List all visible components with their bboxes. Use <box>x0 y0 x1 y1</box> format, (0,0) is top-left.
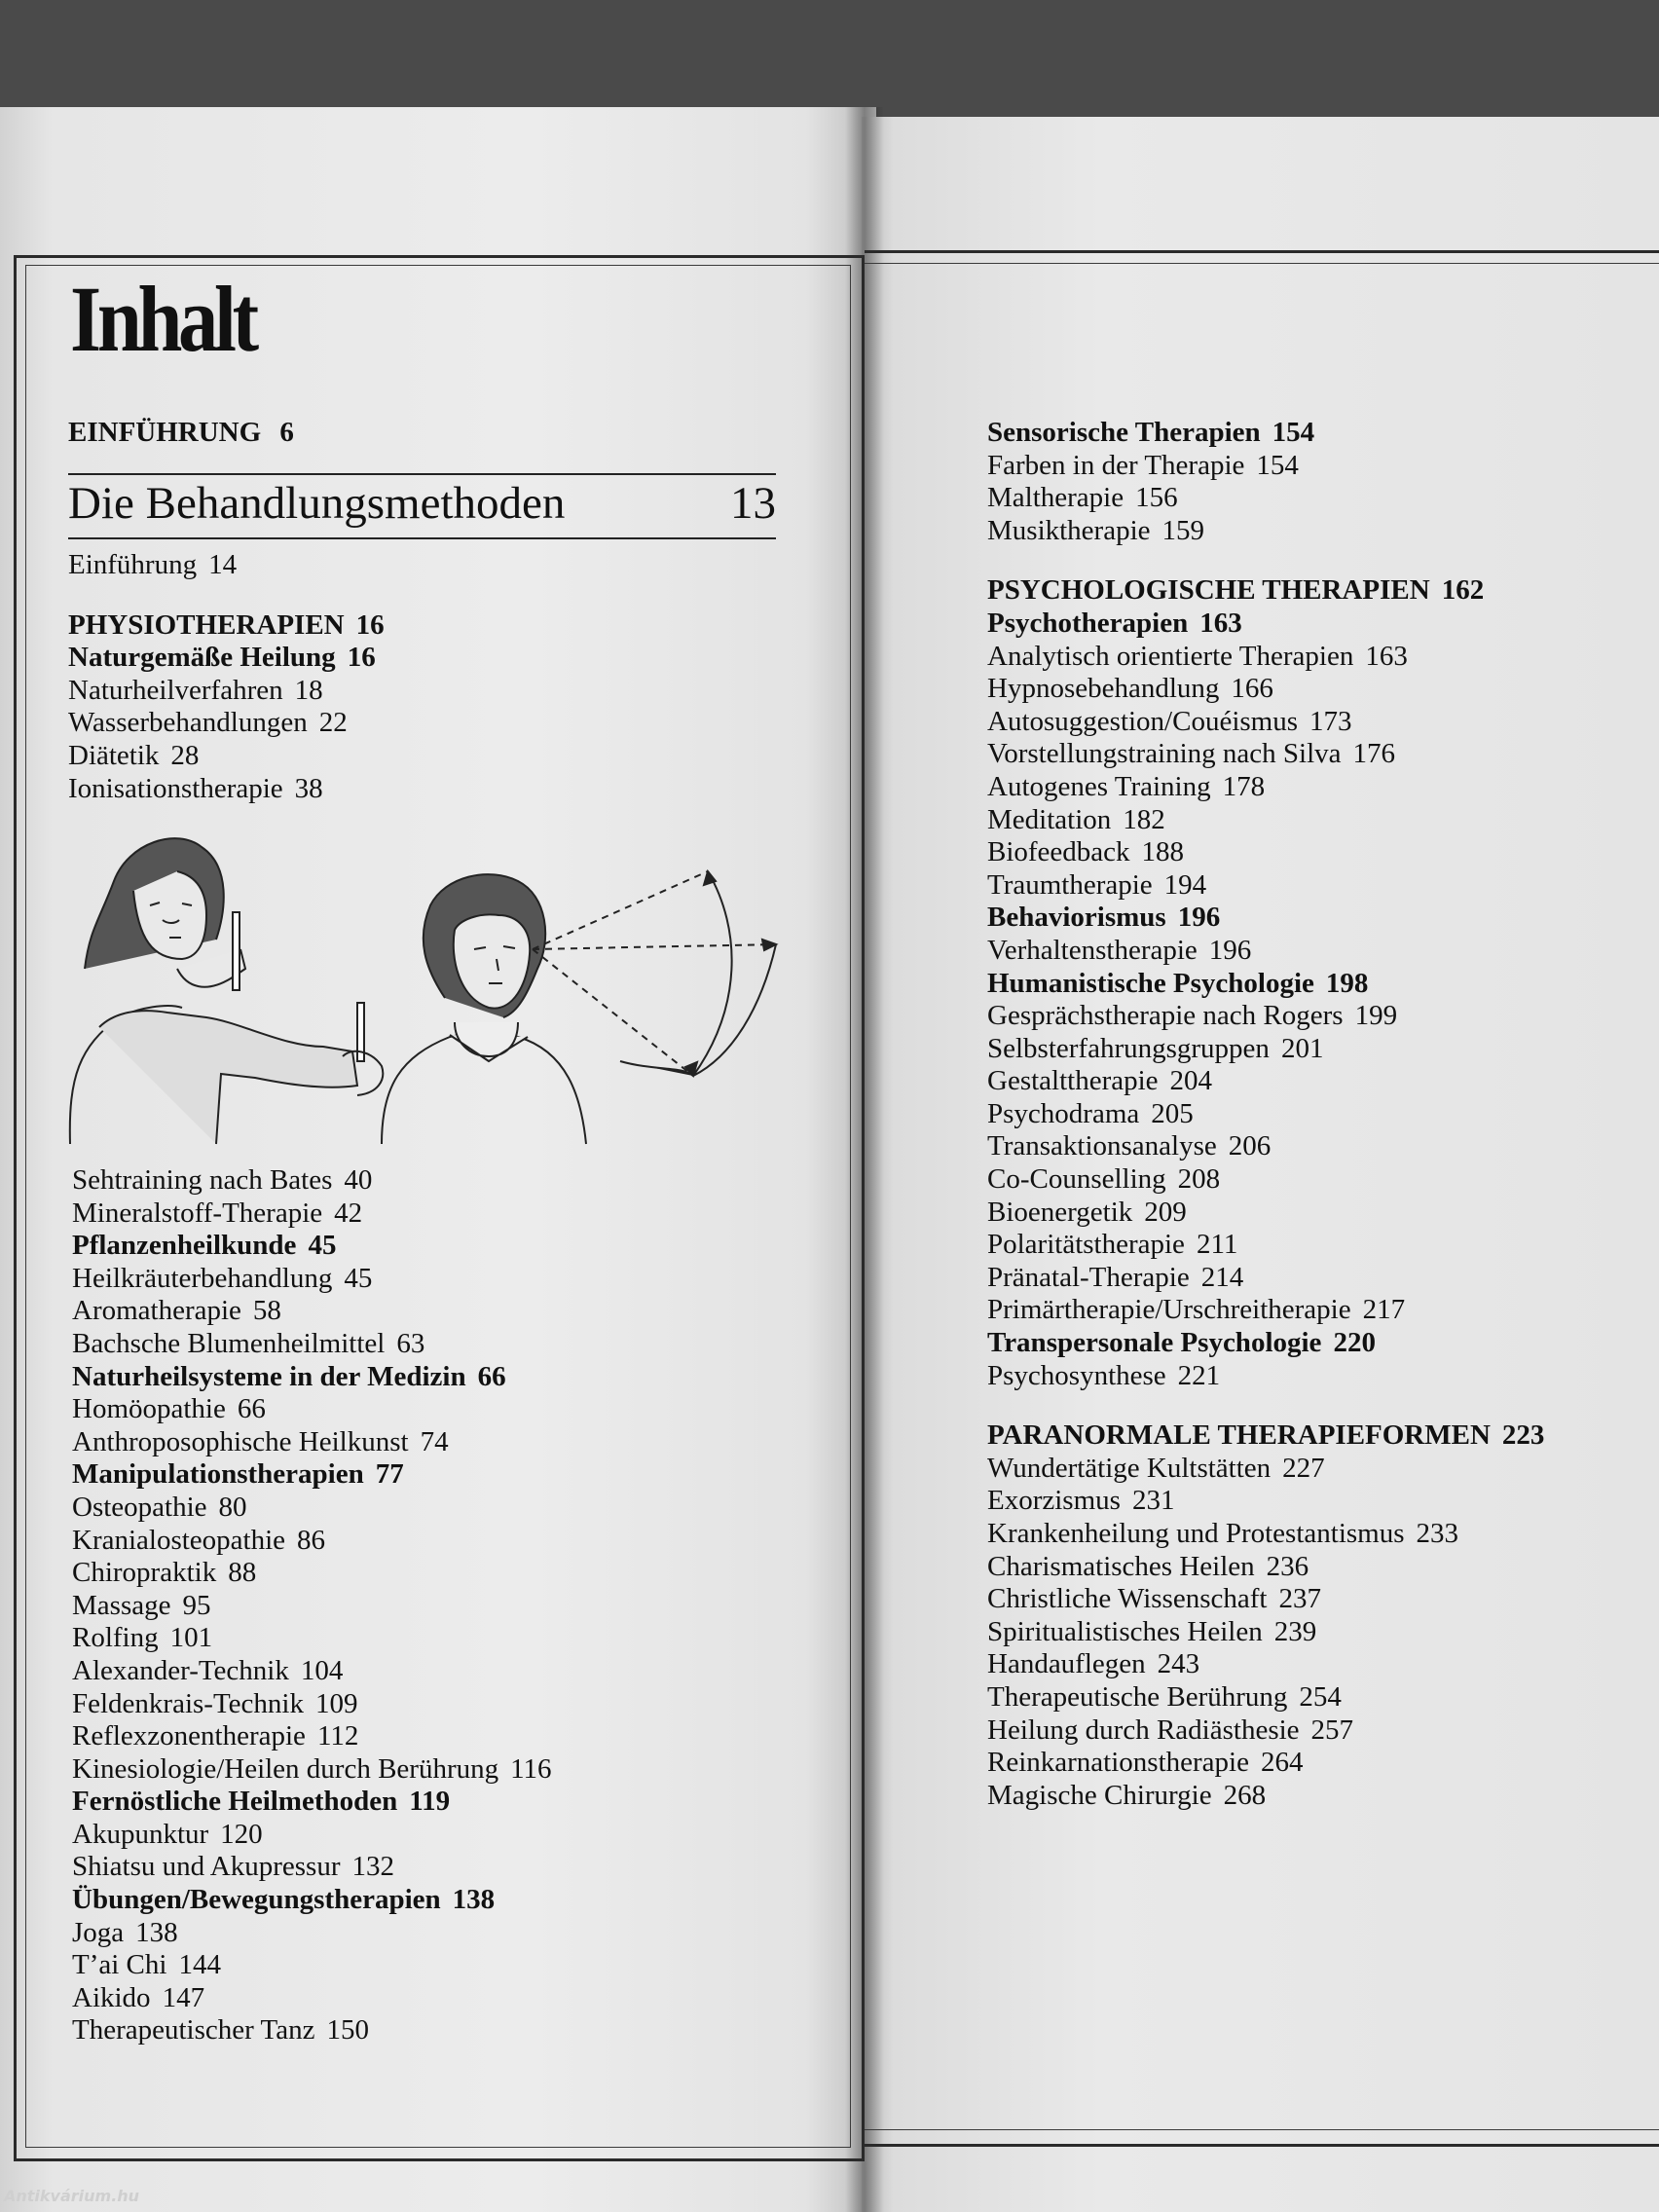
toc-entry-label: Bioenergetik <box>987 1196 1133 1228</box>
toc-entry-label: Behaviorismus <box>987 902 1166 934</box>
toc-list-left-top <box>68 549 385 805</box>
toc-entry-label: Sensorische Therapien <box>987 417 1261 448</box>
toc-entry-label: Wundertätige Kultstätten <box>987 1452 1272 1484</box>
toc-entry <box>987 1327 1544 1360</box>
toc-entry-label: Mineralstoff-Therapie <box>72 1197 323 1229</box>
toc-entry-label: Exorzismus <box>987 1485 1121 1517</box>
toc-entry <box>68 675 385 708</box>
toc-entry-page: 22 <box>318 707 348 739</box>
toc-entry-page: 231 <box>1131 1485 1175 1517</box>
intro-entry <box>68 417 294 449</box>
toc-entry-label: Psychotherapien <box>987 607 1189 639</box>
toc-entry-label: PHYSIOTHERAPIEN <box>68 608 345 641</box>
toc-entry-label: Maltherapie <box>987 482 1124 514</box>
toc-entry-page: 223 <box>1501 1419 1545 1452</box>
toc-entry <box>72 1851 552 1884</box>
toc-entry <box>68 773 385 806</box>
toc-entry-page: 144 <box>178 1949 221 1981</box>
toc-entry-page: 95 <box>182 1589 211 1621</box>
toc-entry-page: 176 <box>1352 738 1396 770</box>
toc-entry <box>987 869 1544 903</box>
toc-entry-label: Rolfing <box>72 1622 159 1654</box>
toc-entry <box>987 968 1544 1001</box>
toc-entry-page: 156 <box>1135 482 1178 514</box>
toc-entry-page: 86 <box>297 1524 326 1556</box>
toc-entry-label: Pränatal-Therapie <box>987 1261 1190 1293</box>
toc-entry <box>987 1098 1544 1131</box>
toc-entry-page: 116 <box>510 1752 552 1785</box>
toc-entry-page: 66 <box>477 1360 506 1392</box>
list-gap <box>987 1392 1544 1419</box>
toc-entry-label: Psychodrama <box>987 1097 1140 1129</box>
toc-entry-page: 101 <box>169 1622 213 1654</box>
toc-entry-label: Einführung <box>68 549 198 580</box>
toc-entry-label: Co-Counselling <box>987 1163 1166 1196</box>
toc-entry <box>72 1590 552 1623</box>
toc-entry <box>987 1648 1544 1681</box>
toc-entry <box>68 740 385 773</box>
toc-entry <box>987 1229 1544 1262</box>
watermark: Antikvárium.hu <box>4 2187 140 2205</box>
toc-entry <box>987 1485 1544 1518</box>
toc-entry-label: Musiktherapie <box>987 514 1151 546</box>
toc-entry <box>987 1453 1544 1486</box>
toc-entry-label: PSYCHOLOGISCHE THERAPIEN <box>987 574 1430 607</box>
toc-entry-label: Naturheilverfahren <box>68 674 283 706</box>
toc-entry <box>72 1622 552 1655</box>
toc-entry-label: Massage <box>72 1589 171 1621</box>
eye-exercise-illustration <box>60 823 800 1149</box>
toc-entry-label: Transpersonale Psychologie <box>987 1327 1322 1359</box>
toc-entry-label: Spiritualistisches Heilen <box>987 1615 1263 1647</box>
toc-entry-page: 173 <box>1309 705 1352 737</box>
toc-entry <box>987 836 1544 869</box>
toc-entry-label: Autosuggestion/Couéismus <box>987 705 1299 737</box>
toc-entry-page: 264 <box>1260 1747 1304 1779</box>
toc-entry <box>987 1130 1544 1163</box>
toc-entry-page: 211 <box>1196 1229 1238 1261</box>
toc-entry-page: 109 <box>314 1687 358 1719</box>
toc-entry-page: 63 <box>396 1327 425 1359</box>
toc-entry-page: 198 <box>1325 967 1369 999</box>
toc-entry-label: Aromatherapie <box>72 1295 241 1327</box>
toc-entry-page: 257 <box>1310 1714 1354 1746</box>
toc-entry-page: 120 <box>220 1818 263 1850</box>
toc-entry-page: 209 <box>1144 1196 1187 1228</box>
toc-entry <box>987 1033 1544 1066</box>
toc-entry-page: 147 <box>162 1981 205 2013</box>
toc-entry-label: Gestalttherapie <box>987 1065 1159 1097</box>
toc-entry <box>987 574 1544 608</box>
toc-entry-page: 40 <box>344 1164 373 1196</box>
toc-entry-page: 199 <box>1354 1000 1398 1032</box>
toc-entry <box>72 1230 552 1263</box>
toc-entry-page: 233 <box>1416 1518 1459 1549</box>
toc-entry-page: 154 <box>1272 417 1315 448</box>
toc-entry-label: Meditation <box>987 803 1112 835</box>
toc-entry <box>987 1583 1544 1616</box>
section-label: Die Behandlungsmethoden <box>68 478 566 529</box>
toc-entry-page: 138 <box>452 1884 496 1916</box>
toc-entry-label: Polaritätstherapie <box>987 1229 1185 1261</box>
toc-entry-label: Traumtherapie <box>987 868 1153 901</box>
toc-entry <box>987 417 1544 450</box>
toc-entry <box>987 1262 1544 1295</box>
toc-entry-page: 268 <box>1223 1779 1267 1811</box>
toc-entry-page: 74 <box>420 1425 449 1457</box>
toc-entry-label: Bachsche Blumenheilmittel <box>72 1327 386 1359</box>
toc-entry-label: Biofeedback <box>987 836 1130 868</box>
toc-entry <box>72 1393 552 1426</box>
toc-entry <box>987 1360 1544 1393</box>
toc-entry <box>987 1000 1544 1033</box>
toc-entry-page: 196 <box>1208 934 1252 966</box>
toc-entry <box>987 1780 1544 1813</box>
toc-entry-page: 205 <box>1151 1097 1194 1129</box>
toc-entry-page: 254 <box>1299 1680 1342 1713</box>
toc-entry-label: Reinkarnationstherapie <box>987 1747 1249 1779</box>
toc-entry-page: 154 <box>1256 449 1299 481</box>
toc-entry-page: 45 <box>344 1262 373 1294</box>
toc-entry <box>987 1065 1544 1098</box>
toc-entry-label: Übungen/Bewegungstherapien <box>72 1884 441 1916</box>
toc-entry-page: 66 <box>237 1393 266 1425</box>
toc-entry-label: Diätetik <box>68 739 160 771</box>
toc-entry-page: 196 <box>1177 902 1221 934</box>
toc-entry-label: Christliche Wissenschaft <box>987 1583 1268 1615</box>
toc-entry-label: Naturheilsysteme in der Medizin <box>72 1360 466 1392</box>
toc-entry-page: 182 <box>1123 803 1165 835</box>
toc-entry-label: Farben in der Therapie <box>987 449 1245 481</box>
toc-entry <box>72 1949 552 1982</box>
toc-entry-label: Anthroposophische Heilkunst <box>72 1425 409 1457</box>
toc-entry-label: Feldenkrais-Technik <box>72 1687 304 1719</box>
toc-entry-page: 243 <box>1157 1648 1200 1680</box>
toc-entry <box>68 549 385 582</box>
toc-entry-label: Joga <box>72 1916 125 1948</box>
toc-entry-label: Psychosynthese <box>987 1359 1166 1391</box>
toc-entry-label: Sehtraining nach Bates <box>72 1164 333 1196</box>
toc-entry-page: 150 <box>326 2014 369 2046</box>
toc-entry-label: Pflanzenheilkunde <box>72 1230 297 1262</box>
toc-entry-label: Verhaltenstherapie <box>987 934 1198 966</box>
toc-entry <box>72 1557 552 1590</box>
toc-entry-page: 217 <box>1362 1294 1406 1326</box>
toc-entry-label: T’ai Chi <box>72 1949 167 1981</box>
toc-entry-page: 206 <box>1228 1130 1272 1162</box>
toc-entry-label: Handauflegen <box>987 1648 1146 1680</box>
toc-entry-label: PARANORMALE THERAPIEFORMEN <box>987 1419 1491 1452</box>
toc-entry <box>987 1616 1544 1649</box>
toc-entry <box>72 1525 552 1558</box>
section-rule-top <box>68 473 776 475</box>
toc-entry <box>72 1982 552 2015</box>
toc-entry-label: Alexander-Technik <box>72 1654 289 1686</box>
toc-entry <box>987 771 1544 804</box>
toc-entry-label: Kinesiologie/Heilen durch Berührung <box>72 1752 499 1785</box>
toc-entry <box>72 1819 552 1852</box>
toc-entry <box>987 1197 1544 1230</box>
toc-entry-label: Shiatsu und Akupressur <box>72 1851 341 1883</box>
toc-entry-label: Primärtherapie/Urschreitherapie <box>987 1294 1351 1326</box>
toc-entry-label: Magische Chirurgie <box>987 1779 1212 1811</box>
toc-entry-page: 132 <box>351 1851 394 1883</box>
toc-list-left-bottom <box>72 1164 552 2047</box>
toc-entry-label: Therapeutischer Tanz <box>72 2014 315 2046</box>
toc-entry-label: Fernöstliche Heilmethoden <box>72 1786 398 1818</box>
toc-entry <box>987 902 1544 935</box>
toc-entry-page: 16 <box>355 608 385 641</box>
toc-entry-page: 18 <box>294 674 323 706</box>
toc-entry-page: 28 <box>170 739 200 771</box>
toc-entry-label: Kranialosteopathie <box>72 1524 286 1556</box>
toc-entry <box>72 1786 552 1819</box>
toc-entry-label: Aikido <box>72 1981 151 2013</box>
list-gap <box>987 547 1544 574</box>
toc-entry-page: 178 <box>1222 770 1266 802</box>
page-title: Inhalt <box>70 267 255 371</box>
toc-entry <box>987 673 1544 706</box>
intro-label: EINFÜHRUNG <box>68 417 262 448</box>
toc-entry <box>72 1263 552 1296</box>
toc-entry-page: 227 <box>1282 1452 1325 1484</box>
toc-entry <box>72 1753 552 1787</box>
toc-entry-label: Krankenheilung und Protestantismus <box>987 1518 1405 1549</box>
toc-entry-page: 119 <box>409 1786 451 1818</box>
toc-entry-label: Manipulationstherapien <box>72 1458 364 1491</box>
toc-entry-page: 88 <box>228 1557 257 1589</box>
toc-entry <box>72 1884 552 1917</box>
toc-entry-page: 220 <box>1333 1327 1376 1359</box>
toc-entry <box>68 707 385 740</box>
toc-entry-page: 163 <box>1365 640 1408 672</box>
toc-entry-label: Osteopathie <box>72 1491 207 1523</box>
toc-entry-label: Heilung durch Radiästhesie <box>987 1714 1300 1746</box>
toc-entry-page: 188 <box>1141 836 1185 868</box>
toc-entry-label: Selbsterfahrungsgruppen <box>987 1032 1270 1064</box>
toc-entry-label: Heilkräuterbehandlung <box>72 1262 333 1294</box>
toc-entry <box>72 1458 552 1492</box>
toc-entry-page: 201 <box>1280 1032 1324 1064</box>
toc-entry-label: Gesprächstherapie nach Rogers <box>987 1000 1344 1032</box>
toc-entry-page: 77 <box>375 1458 404 1491</box>
toc-entry-page: 194 <box>1163 868 1207 901</box>
toc-entry-page: 14 <box>208 549 238 580</box>
toc-entry-page: 221 <box>1177 1359 1221 1391</box>
toc-entry-page: 237 <box>1278 1583 1321 1615</box>
toc-entry-label: Homöopathie <box>72 1393 226 1425</box>
toc-entry <box>987 1294 1544 1327</box>
toc-entry-label: Transaktionsanalyse <box>987 1130 1217 1162</box>
toc-entry <box>68 609 385 643</box>
toc-entry-label: Wasserbehandlungen <box>68 707 308 739</box>
toc-entry <box>987 1714 1544 1748</box>
toc-entry-label: Ionisationstherapie <box>68 772 283 804</box>
toc-entry <box>987 482 1544 515</box>
toc-entry-label: Charismatisches Heilen <box>987 1550 1255 1582</box>
toc-entry-page: 45 <box>308 1230 337 1262</box>
toc-entry <box>72 1655 552 1688</box>
toc-entry <box>72 1198 552 1231</box>
toc-entry-label: Analytisch orientierte Therapien <box>987 640 1354 672</box>
list-gap <box>68 582 385 609</box>
toc-entry-page: 159 <box>1161 514 1205 546</box>
section-heading <box>68 477 776 530</box>
toc-entry <box>987 1518 1544 1551</box>
toc-entry <box>987 1747 1544 1780</box>
toc-entry-page: 38 <box>294 772 323 804</box>
toc-entry-page: 80 <box>218 1491 247 1523</box>
toc-entry <box>72 1720 552 1753</box>
toc-entry-page: 162 <box>1441 574 1485 607</box>
toc-entry <box>68 642 385 675</box>
toc-entry <box>72 1917 552 1950</box>
toc-entry-label: Autogenes Training <box>987 770 1211 802</box>
toc-entry <box>72 1164 552 1198</box>
toc-entry-page: 163 <box>1199 607 1242 639</box>
toc-entry <box>987 450 1544 483</box>
toc-entry-page: 42 <box>334 1197 363 1229</box>
toc-entry <box>987 1419 1544 1453</box>
toc-entry <box>987 706 1544 739</box>
toc-entry-label: Reflexzonentherapie <box>72 1720 306 1752</box>
toc-entry-label: Naturgemäße Heilung <box>68 642 336 674</box>
toc-entry-label: Hypnosebehandlung <box>987 673 1220 705</box>
toc-entry <box>72 2014 552 2047</box>
toc-entry <box>72 1295 552 1328</box>
toc-entry <box>987 1551 1544 1584</box>
toc-entry-label: Humanistische Psychologie <box>987 967 1314 999</box>
toc-entry <box>72 1426 552 1459</box>
toc-entry <box>72 1328 552 1361</box>
toc-list-right <box>987 417 1544 1812</box>
toc-entry-page: 58 <box>252 1295 281 1327</box>
toc-entry-page: 104 <box>300 1654 344 1686</box>
toc-entry-page: 214 <box>1200 1261 1244 1293</box>
toc-entry-label: Therapeutische Berührung <box>987 1680 1288 1713</box>
toc-entry-page: 208 <box>1177 1163 1221 1196</box>
toc-entry <box>987 935 1544 968</box>
toc-entry-page: 239 <box>1273 1615 1317 1647</box>
toc-entry <box>987 1681 1544 1714</box>
toc-entry <box>987 738 1544 771</box>
toc-entry <box>987 641 1544 674</box>
toc-entry-label: Akupunktur <box>72 1818 209 1850</box>
toc-entry-page: 166 <box>1231 673 1273 705</box>
section-page: 13 <box>730 478 776 529</box>
toc-entry-page: 112 <box>316 1720 359 1752</box>
toc-entry-page: 236 <box>1266 1550 1309 1582</box>
section-rule-bottom <box>68 537 776 539</box>
toc-entry-label: Vorstellungstraining nach Silva <box>987 738 1342 770</box>
toc-entry-page: 204 <box>1169 1065 1213 1097</box>
toc-entry <box>72 1361 552 1394</box>
intro-page: 6 <box>279 417 294 448</box>
toc-entry <box>987 515 1544 548</box>
toc-entry-page: 138 <box>135 1916 178 1948</box>
toc-entry <box>72 1688 552 1721</box>
toc-entry-page: 16 <box>347 642 376 674</box>
toc-entry <box>987 1163 1544 1197</box>
toc-entry <box>987 608 1544 641</box>
toc-entry-label: Chiropraktik <box>72 1557 217 1589</box>
toc-entry <box>72 1492 552 1525</box>
toc-entry <box>987 804 1544 837</box>
